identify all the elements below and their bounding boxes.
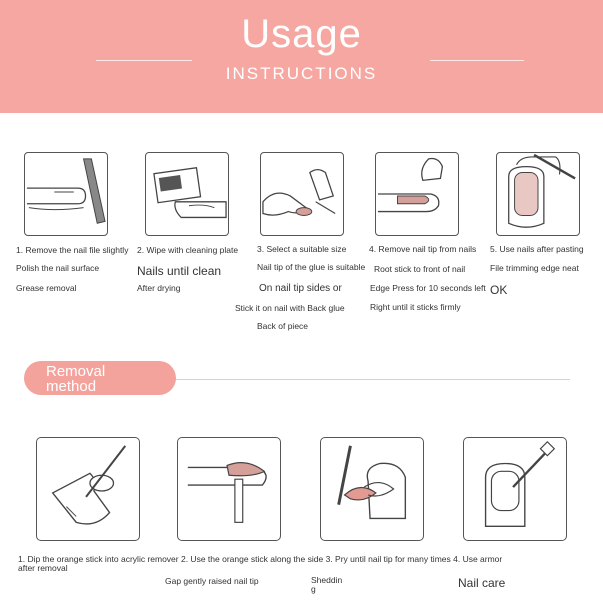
header-banner <box>0 0 603 113</box>
step-3-note-2: On nail tip sides or <box>259 283 342 294</box>
removal-note-4: Nail care <box>458 576 506 590</box>
removal-title <box>46 364 105 394</box>
step-5-note-1: File trimming edge neat <box>490 263 579 273</box>
finished-nail-icon <box>496 152 580 236</box>
step-5-note-2: OK <box>490 283 508 297</box>
step-4-note-3: Right until it sticks firmly <box>370 302 461 312</box>
page-subtitle: INSTRUCTIONS <box>225 64 378 83</box>
step-1-caption: 1. Remove the nail file slightly <box>16 245 129 255</box>
removal-note-1: Gap gently raised nail tip <box>165 576 259 586</box>
step-3-caption: 3. Select a suitable size <box>257 244 347 254</box>
step-3-note-1: Nail tip of the glue is suitable <box>257 262 366 272</box>
orange-stick-icon <box>177 437 281 541</box>
step-1-note-1: Polish the nail surface <box>16 263 100 273</box>
step-5-caption: 5. Use nails after pasting <box>490 244 584 254</box>
removal-note-2: Sheddin <box>311 575 343 585</box>
page-title: Usage <box>241 12 362 56</box>
step-2-note-1: Nails until clean <box>137 264 222 278</box>
removal-caption-line-2: after removal <box>18 563 68 573</box>
step-4-note-2: Edge Press for 10 seconds left <box>370 283 486 293</box>
removal-title-line-2: method <box>46 378 97 395</box>
step-4-caption: 4. Remove nail tip from nails <box>369 244 477 254</box>
removal-title-line-1: Removal <box>46 363 106 380</box>
header-divider-right <box>430 60 524 61</box>
step-3-note-3: Stick it on nail with Back glue <box>235 303 345 313</box>
step-4-note-1: Root stick to front of nail <box>374 264 466 274</box>
cleaning-plate-icon <box>145 152 229 236</box>
nail-file-icon <box>24 152 108 236</box>
removal-divider <box>176 379 570 380</box>
step-1-note-2: Grease removal <box>16 283 77 293</box>
nail-tip-select-icon <box>260 152 344 236</box>
header-divider-left <box>96 60 192 61</box>
acrylic-remover-icon <box>36 437 140 541</box>
removal-caption-line-1: 1. Dip the orange stick into acrylic remover 2. Use the orange stick along the side 3. Pry until nail tip for many times 4. Use armor <box>18 554 503 564</box>
step-3-note-4: Back of piece <box>257 321 309 331</box>
step-2-note-2: After drying <box>137 283 181 293</box>
pry-nail-icon <box>320 437 424 541</box>
press-nail-icon <box>375 152 459 236</box>
armor-icon <box>463 437 567 541</box>
step-2-caption: 2. Wipe with cleaning plate <box>137 245 239 255</box>
removal-note-3: g <box>311 584 316 594</box>
